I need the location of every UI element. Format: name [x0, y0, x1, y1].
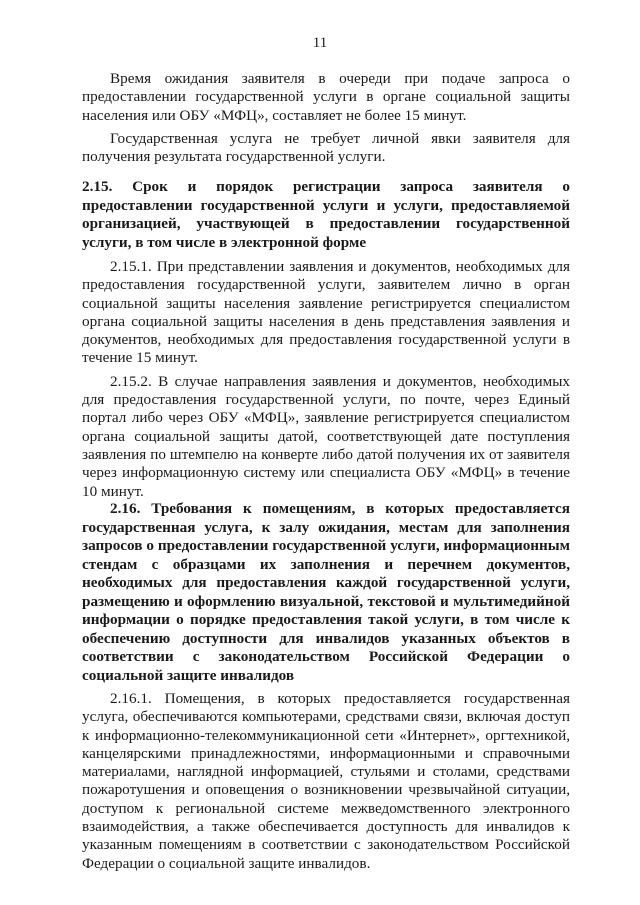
paragraph-no-personal-visit: Государственная услуга не требует личной явки заявителя для получения результата государственной услуги.: [82, 129, 570, 166]
waiting-time-section: [82, 70, 570, 171]
section-2-16-heading-block: [82, 500, 570, 690]
paragraph-2-16-1: 2.16.1. Помещения, в которых предоставляется государственная услуга, обеспечиваются компьютерами, средствами связи, включая доступ к информационно-телекоммуникационной сети «Интернет», оргтехникой, канцелярскими принадлежностями, информационными и справочными материалами, наглядной информацией, стульями и столами, средствами пожаротушения и оповещения о возникновении чрезвычайной ситуации, доступом к региональной системе межведомственного электронного взаимодействия, а также обеспечивается доступность для инвалидов к указанным помещениям в соответствии с законодательством Российской Федерации о социальной защите инвалидов.: [82, 690, 570, 872]
section-heading-2-16: 2.16. Требования к помещениям, в которых предоставляется государственная услуга, к залу ожидания, местам для заполнения запросов о предоставлении государственной услуги, информационным стендам с образцами их заполнения и перечнем документов, необходимых для предоставления каждой государственной услуги, размещению и оформлению визуальной, текстовой и мультимедийной информации о порядке предоставления такой услуги, в том числе к обеспечению доступности для инвалидов указанных объектов в соответствии с законодательством Российской Федерации о социальной защите инвалидов: [82, 500, 570, 684]
section-2-15-body: [82, 258, 570, 506]
paragraph-2-15-2: 2.15.2. В случае направления заявления и документов, необходимых для предоставления государственной услуги, по почте, через Единый портал либо через ОБУ «МФЦ», заявление регистрируется специалистом органа социальной защиты датой, соответствующей дате поступления заявления по штемпелю на конверте либо датой получения их от заявителя через информационную систему или специалиста ОБУ «МФЦ» в течение 10 минут.: [82, 372, 570, 500]
paragraph-2-15-1: 2.15.1. При представлении заявления и документов, необходимых для предоставления государственной услуги, заявителем лично в орган социальной защиты населения заявление регистрируется специалистом органа социальной защиты населения в день представления заявления и документов, необходимых для предоставления государственной услуги в течение 15 минут.: [82, 258, 570, 367]
section-2-15-heading-block: [82, 178, 570, 257]
section-heading-2-15: 2.15. Срок и порядок регистрации запроса заявителя о предоставлении государственной услуги и услуги, предоставляемой организацией, участвующей в предоставлении государственной услуги, в том числе в электронной форме: [82, 178, 570, 251]
paragraph-waiting-time: Время ожидания заявителя в очереди при подаче запроса о предоставлении государственной услуги в органе социальной защиты населения или ОБУ «МФЦ», составляет не более 15 минут.: [82, 70, 570, 124]
section-2-16-body: [82, 690, 570, 878]
page-number: 11: [312, 35, 328, 51]
